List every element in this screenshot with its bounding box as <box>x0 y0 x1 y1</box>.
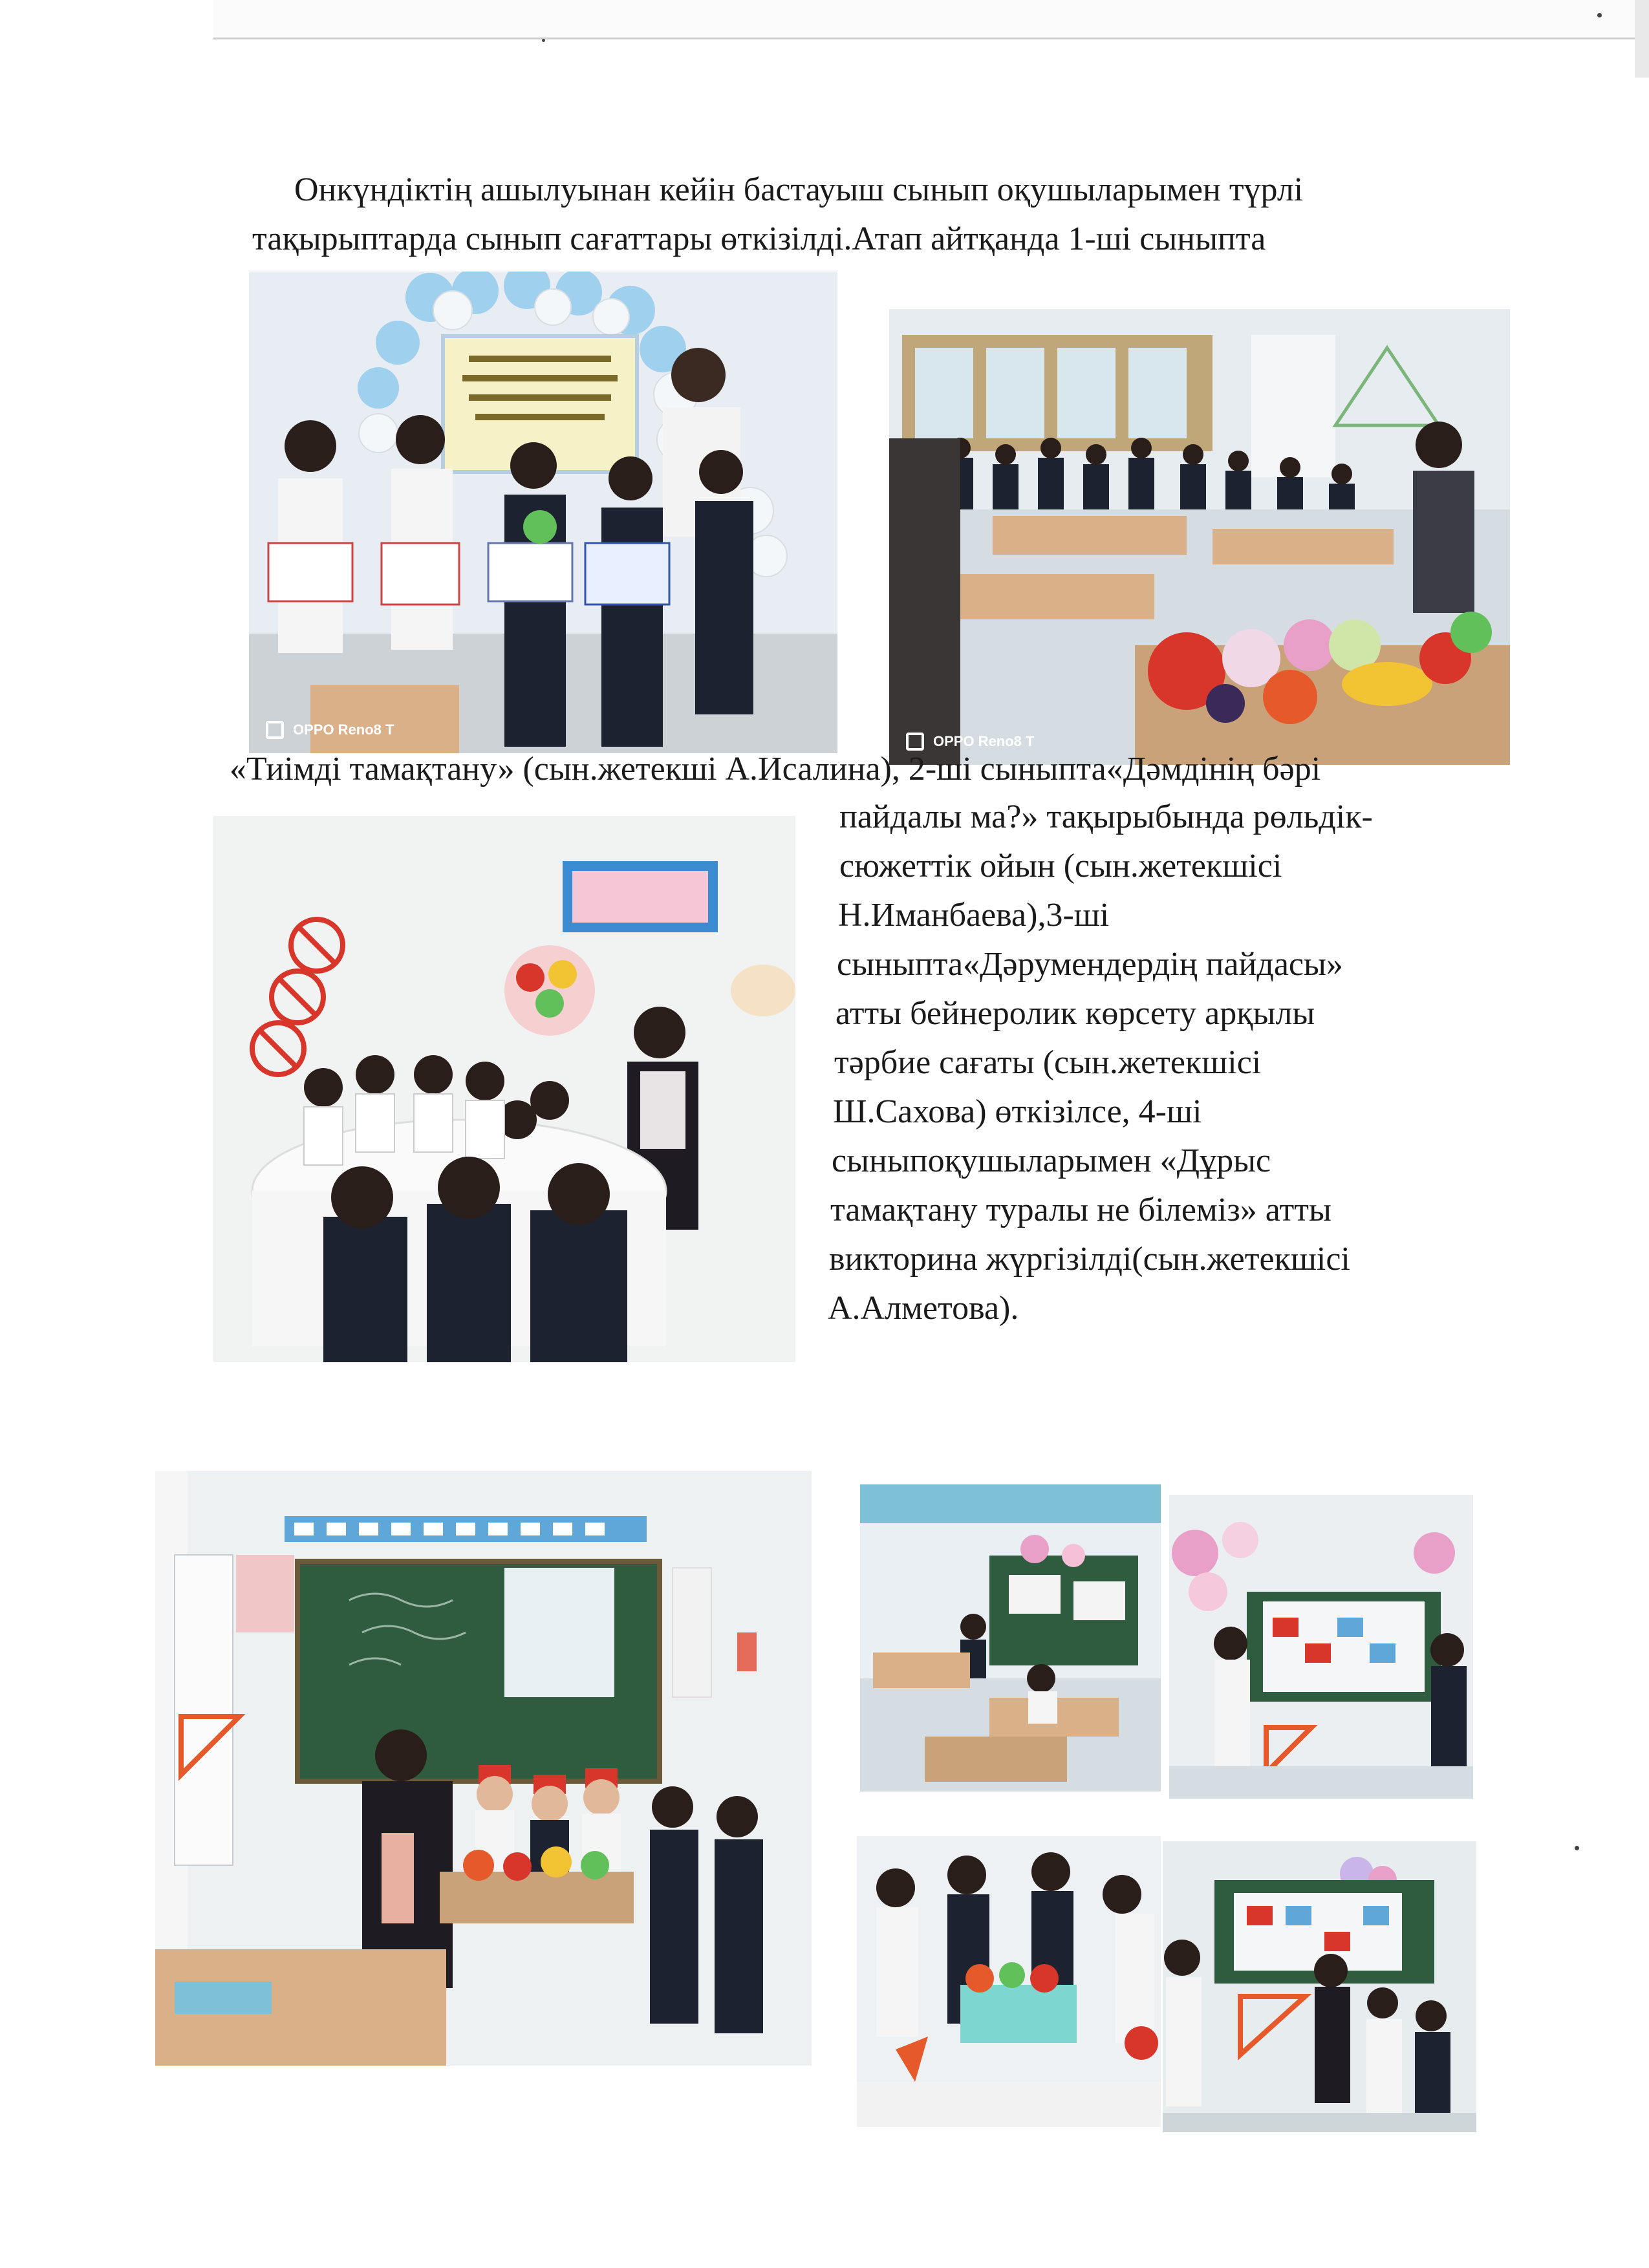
scan-shadow <box>1635 0 1649 78</box>
photo-class1-classroom <box>889 309 1510 765</box>
camera-icon <box>906 733 924 751</box>
paragraph-line: сыныпта«Дәрумендердің пайдасы» <box>837 946 1343 983</box>
paragraph-line: Н.Иманбаева),3-ші <box>838 897 1110 934</box>
photo-class1-posters <box>249 272 837 753</box>
paragraph-line: тақырыптарда сынып сағаттары өткізілді.Атап айтқанда 1-ші сыныпта <box>252 220 1266 257</box>
photo-collage-bottom-right <box>1163 1841 1476 2132</box>
photo-collage-bottom-left <box>857 1836 1161 2127</box>
camera-icon <box>266 721 284 739</box>
camera-watermark: OPPO Reno8 T <box>266 721 394 739</box>
paragraph-line: сюжеттік ойын (сын.жетекшісі <box>839 848 1282 884</box>
photo-collage-top-right <box>1169 1495 1473 1799</box>
paragraph-line: тамақтану туралы не білеміз» атты <box>830 1192 1331 1228</box>
photo-class3-board <box>155 1471 812 2066</box>
photo-collage-top-left <box>860 1484 1161 1792</box>
scan-speck <box>1575 1846 1579 1850</box>
paragraph-line: пайдалы ма?» тақырыбында рөльдік- <box>839 798 1373 835</box>
paragraph-line: викторина жүргізілді(сын.жетекшісі <box>829 1241 1350 1278</box>
paragraph-line: тәрбие сағаты (сын.жетекшісі <box>834 1044 1262 1081</box>
camera-watermark: OPPO Reno8 T <box>906 733 1034 751</box>
scan-edge <box>213 0 1649 39</box>
scan-speck <box>1597 13 1602 17</box>
paragraph-line: А.Алметова). <box>828 1290 1019 1327</box>
paragraph-line: «Тиімді тамақтану» (сын.жетекші А.Исалина), 2-ші сыныпта«Дәмдінің бәрі <box>230 751 1321 787</box>
paragraph-line: Ш.Сахова) өткізілсе, 4-ші <box>833 1093 1202 1130</box>
paragraph-line: атты бейнеролик көрсету арқылы <box>835 995 1315 1032</box>
paragraph-line: Онкүндіктің ашылуынан кейін бастауыш сынып оқушыларымен түрлі <box>294 171 1304 208</box>
photo-class2-roleplay <box>213 816 795 1362</box>
paragraph-line: сыныпоқушыларымен «Дұрыс <box>832 1142 1271 1179</box>
scan-speck <box>542 39 545 42</box>
